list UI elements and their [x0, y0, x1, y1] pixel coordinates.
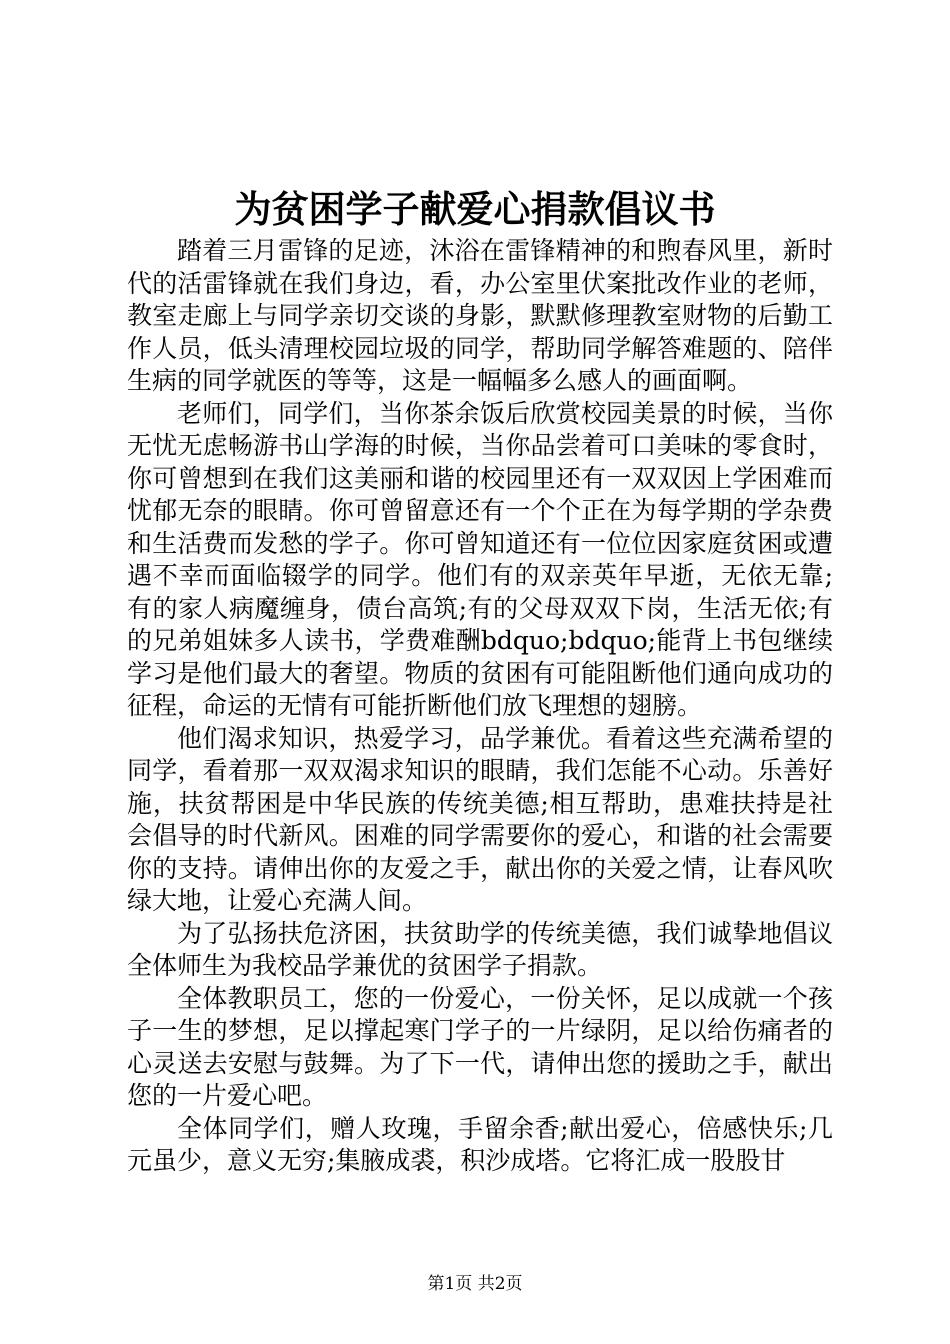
- page-number-footer: 第1页 共2页: [427, 1274, 523, 1294]
- document-title: 为贫困学子献爱心捐款倡议书: [234, 187, 716, 231]
- paragraph: 他们渴求知识，热爱学习，品学兼优。看着这些充满希望的同学，看着那一双双渴求知识的眼睛，我们怎能不心动。乐善好施，扶贫帮困是中华民族的传统美德;相互帮助，患难扶持是社会倡导的时代新风。困难的同学需要你的爱心，和谐的社会需要你的支持。请伸出你的友爱之手，献出你的关爱之情，让春风吹绿大地，让爱心充满人间。: [127, 723, 833, 915]
- paragraph: 踏着三月雷锋的足迹，沐浴在雷锋精神的和煦春风里，新时代的活雷锋就在我们身边，看，办公室里伏案批改作业的老师，教室走廊上与同学亲切交谈的身影，默默修理教室财物的后勤工作人员，低头清理校园垃圾的同学，帮助同学解答难题的、陪伴生病的同学就医的等等，这是一幅幅多么感人的画面啊。: [127, 236, 833, 395]
- paragraph: 老师们，同学们，当你茶余饭后欣赏校园美景的时候，当你无忧无虑畅游书山学海的时候，当你品尝着可口美味的零食时，你可曾想到在我们这美丽和谐的校园里还有一双双因上学困难而忧郁无奈的眼睛。你可曾留意还有一个个正在为每学期的学杂费和生活费而发愁的学子。你可曾知道还有一位位因家庭贫困或遭遇不幸而面临辍学的同学。他们有的双亲英年早逝，无依无靠;有的家人病魔缠身，债台高筑;有的父母双双下岗，生活无依;有的兄弟姐妹多人读书，学费难酬bdquo;bdquo;能背上书包继续学习是他们最大的奢望。物质的贫困有可能阻断他们通向成功的征程，命运的无情有可能折断他们放飞理想的翅膀。: [127, 398, 833, 720]
- paragraph: 全体教职员工，您的一份爱心，一份关怀，足以成就一个孩子一生的梦想，足以撑起寒门学子的一片绿阴，足以给伤痛者的心灵送去安慰与鼓舞。为了下一代，请伸出您的援助之手，献出您的一片爱心吧。: [127, 983, 833, 1110]
- document-body: [127, 235, 833, 1178]
- paragraph: 全体同学们，赠人玫瑰，手留余香;献出爱心，倍感快乐;几元虽少，意义无穷;集腋成裘，积沙成塔。它将汇成一股股甘: [127, 1113, 833, 1175]
- paragraph: 为了弘扬扶危济困，扶贫助学的传统美德，我们诚挚地倡议全体师生为我校品学兼优的贫困学子捐款。: [127, 918, 833, 980]
